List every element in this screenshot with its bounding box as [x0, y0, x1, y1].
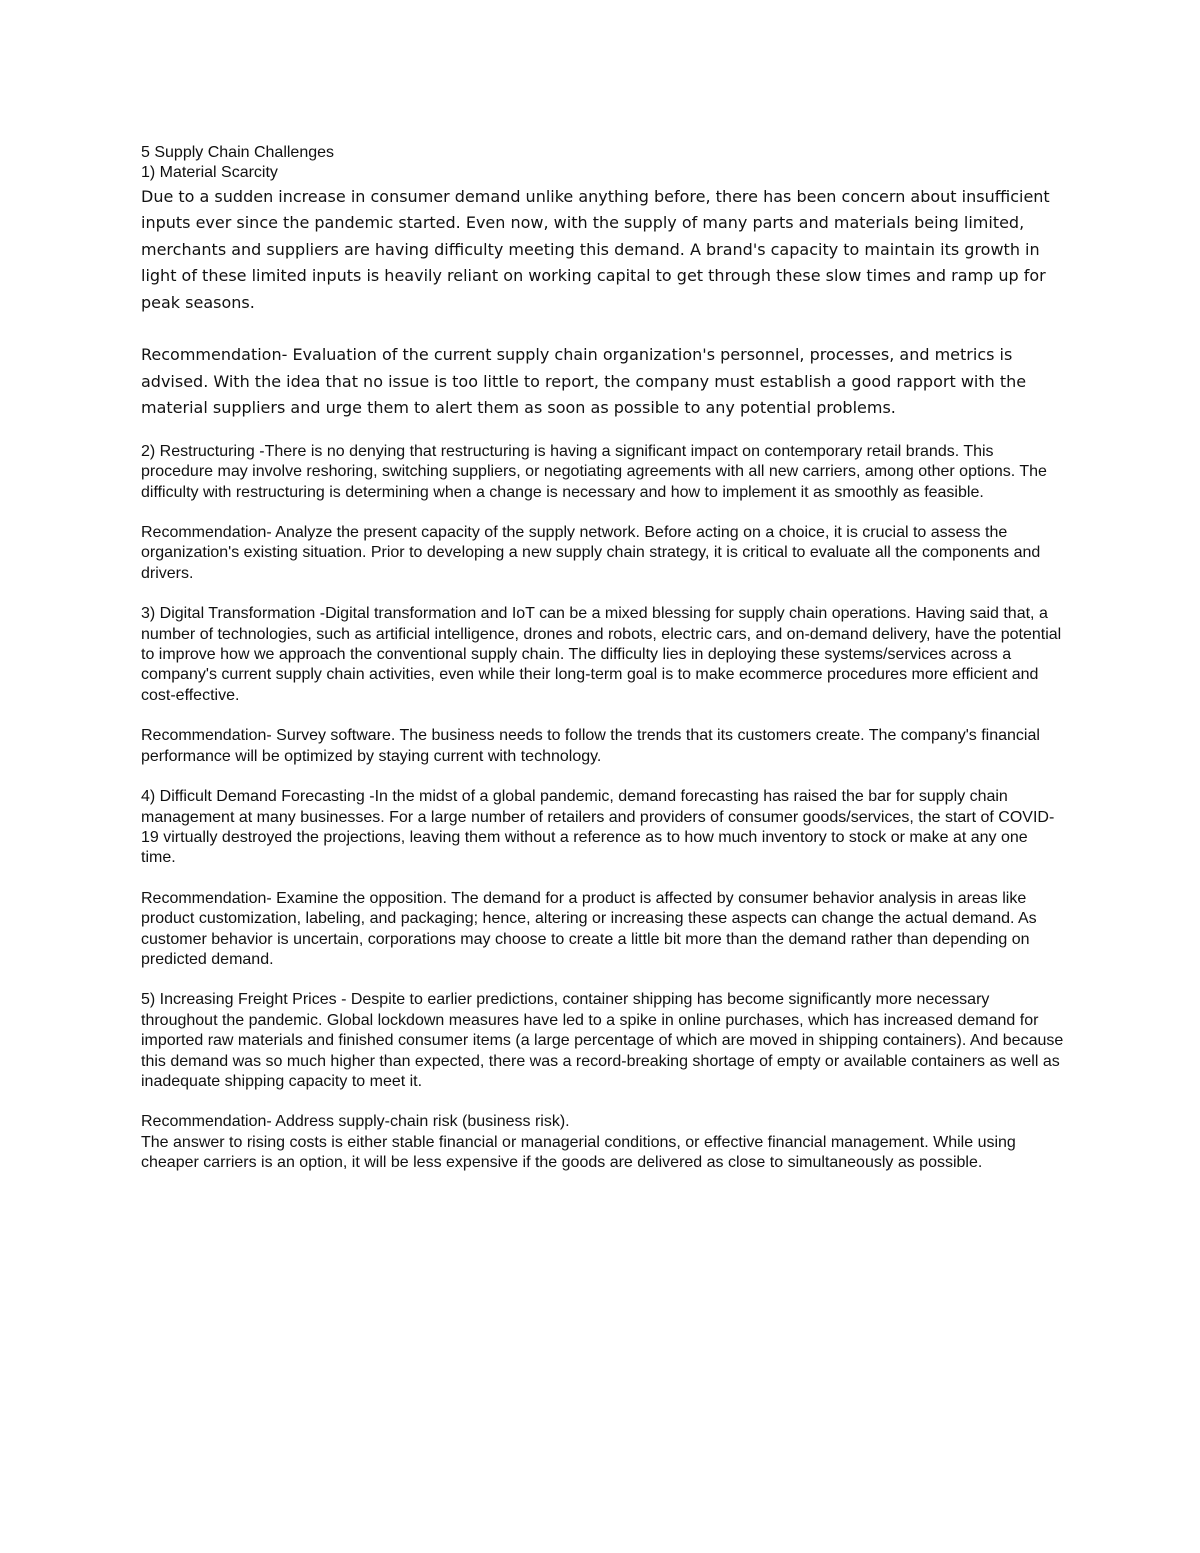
spacer	[141, 869, 1066, 889]
section4-recommendation: Recommendation- Examine the opposition. The demand for a product is affected by consumer behavior analysis in areas like product customization, labeling, and packaging; hence, altering or increasing these aspects can change the actual demand. As customer behavior is uncertain, corporations may choose to create a little bit more than the demand rather than depending on predicted demand.	[141, 889, 1037, 968]
section5-recommendation-line1: Recommendation- Address supply-chain risk (business risk).	[141, 1113, 570, 1131]
document-content	[141, 143, 1066, 1174]
spacer	[141, 422, 1066, 442]
section1-recommendation: Recommendation- Evaluation of the current supply chain organization's personnel, processes, and metrics is advised. With the idea that no issue is too little to report, the company must establish a good rapport with the material suppliers and urge them to alert them as soon as possible to any potential problems.	[141, 345, 1027, 418]
section1-heading: 1) Material Scarcity	[141, 164, 278, 182]
section4-body: 4) Difficult Demand Forecasting -In the midst of a global pandemic, demand forecasting has raised the bar for supply chain management at many businesses. For a large number of retailers and providers of consumer goods/services, the start of COVID-19 virtually destroyed the projections, leaving them without a reference as to how much inventory to stock or make at any one time.	[141, 788, 1055, 867]
section2-body: 2) Restructuring -There is no denying that restructuring is having a significant impact on contemporary retail brands. This procedure may involve reshoring, switching suppliers, or negotiating agreements with all new carriers, among other options. The difficulty with restructuring is determining when a change is necessary and how to implement it as smoothly as feasible.	[141, 442, 1047, 501]
document-title: 5 Supply Chain Challenges	[141, 144, 335, 161]
section1-body: Due to a sudden increase in consumer demand unlike anything before, there has been concern about insufficient inputs ever since the pandemic started. Even now, with the supply of many parts and materials being limited, merchants and suppliers are having difficulty meeting this demand. A brand's capacity to maintain its growth in light of these limited inputs is heavily reliant on working capital to get through these slow times and ramp up for peak seasons.	[141, 186, 1050, 312]
section3-body: 3) Digital Transformation -Digital transformation and IoT can be a mixed blessing for supply chain operations. Having said that, a number of technologies, such as artificial intelligence, drones and robots, electric cars, and on-demand delivery, have the potential to improve how we approach the conventional supply chain. The difficulty lies in deploying these systems/services across a company's current supply chain activities, even while their long-term goal is to make ecommerce procedures more efficient and cost-effective.	[141, 605, 1062, 704]
section5-recommendation-line2: The answer to rising costs is either stable financial or managerial conditions, or effective financial management. While using cheaper carriers is an option, it will be less expensive if the goods are delivered as close to simultaneously as possible.	[141, 1133, 1016, 1172]
section3-recommendation: Recommendation- Survey software. The business needs to follow the trends that its customers create. The company's financial performance will be optimized by staying current with technology.	[141, 727, 1040, 765]
spacer	[141, 503, 1066, 523]
spacer	[141, 970, 1066, 990]
spacer	[141, 1092, 1066, 1112]
section5-body: 5) Increasing Freight Prices - Despite to earlier predictions, container shipping has become significantly more necessary throughout the pandemic. Global lockdown measures have led to a spike in online purchases, which has increased demand for imported raw materials and finished consumer items (a large percentage of which are moved in shipping containers). And because this demand was so much higher than expected, there was a record-breaking shortage of empty or available containers as well as inadequate shipping capacity to meet it.	[141, 991, 1064, 1090]
section2-recommendation: Recommendation- Analyze the present capacity of the supply network. Before acting on a choice, it is crucial to assess the organization's existing situation. Prior to developing a new supply chain strategy, it is critical to evaluate all the components and drivers.	[141, 524, 1041, 582]
spacer	[141, 316, 1066, 342]
spacer	[141, 706, 1066, 726]
spacer	[141, 767, 1066, 787]
spacer	[141, 584, 1066, 604]
